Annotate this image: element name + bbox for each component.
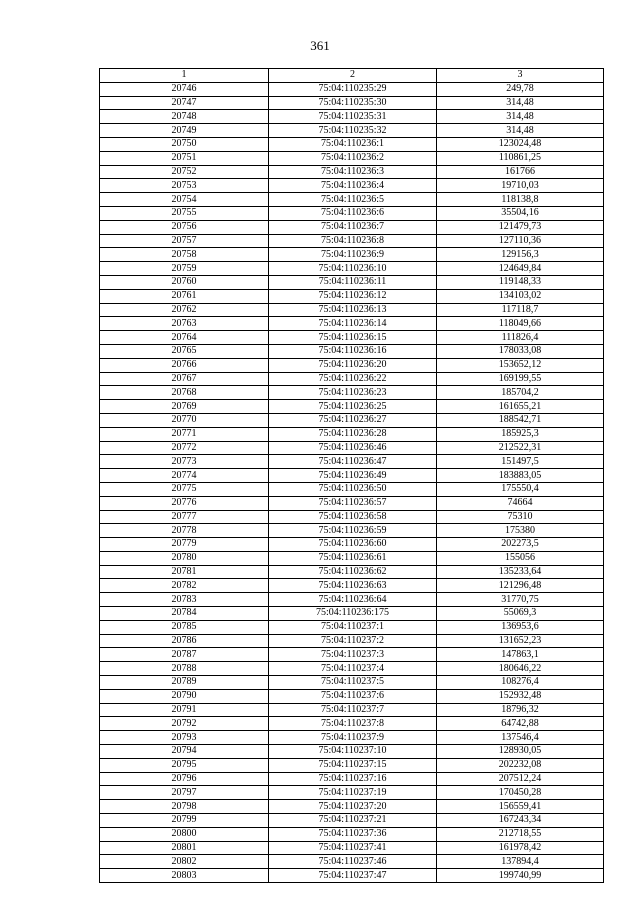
table-row bbox=[100, 220, 604, 234]
row-number-cell: 20775 bbox=[100, 482, 269, 496]
page-number: 361 bbox=[310, 38, 330, 53]
table-row bbox=[100, 620, 604, 634]
value-cell: 170450,28 bbox=[437, 786, 604, 800]
cadastral-number-cell: 75:04:110236:63 bbox=[269, 579, 437, 593]
row-number-cell: 20756 bbox=[100, 220, 269, 234]
row-number-cell: 20781 bbox=[100, 565, 269, 579]
column-header: 3 bbox=[437, 69, 604, 83]
row-number-cell: 20767 bbox=[100, 372, 269, 386]
value-cell: 131652,23 bbox=[437, 634, 604, 648]
table-row bbox=[100, 344, 604, 358]
table-row bbox=[100, 565, 604, 579]
row-number-cell: 20750 bbox=[100, 137, 269, 151]
table-row bbox=[100, 731, 604, 745]
value-cell: 55069,3 bbox=[437, 607, 604, 621]
table-row bbox=[100, 262, 604, 276]
row-number-cell: 20751 bbox=[100, 151, 269, 165]
row-number-cell: 20797 bbox=[100, 786, 269, 800]
value-cell: 202232,08 bbox=[437, 758, 604, 772]
row-number-cell: 20798 bbox=[100, 800, 269, 814]
data-table bbox=[99, 68, 604, 883]
table-row bbox=[100, 96, 604, 110]
table-row bbox=[100, 317, 604, 331]
row-number-cell: 20793 bbox=[100, 731, 269, 745]
value-cell: 207512,24 bbox=[437, 772, 604, 786]
table-row bbox=[100, 538, 604, 552]
cadastral-number-cell: 75:04:110237:3 bbox=[269, 648, 437, 662]
value-cell: 111826,4 bbox=[437, 331, 604, 345]
cadastral-number-cell: 75:04:110237:7 bbox=[269, 703, 437, 717]
value-cell: 135233,64 bbox=[437, 565, 604, 579]
value-cell: 124649,84 bbox=[437, 262, 604, 276]
cadastral-number-cell: 75:04:110236:5 bbox=[269, 193, 437, 207]
table-row bbox=[100, 524, 604, 538]
cadastral-number-cell: 75:04:110237:8 bbox=[269, 717, 437, 731]
row-number-cell: 20762 bbox=[100, 303, 269, 317]
value-cell: 129156,3 bbox=[437, 248, 604, 262]
cadastral-number-cell: 75:04:110237:46 bbox=[269, 855, 437, 869]
cadastral-number-cell: 75:04:110236:59 bbox=[269, 524, 437, 538]
value-cell: 175380 bbox=[437, 524, 604, 538]
row-number-cell: 20772 bbox=[100, 441, 269, 455]
value-cell: 74664 bbox=[437, 496, 604, 510]
row-number-cell: 20790 bbox=[100, 689, 269, 703]
row-number-cell: 20780 bbox=[100, 551, 269, 565]
row-number-cell: 20753 bbox=[100, 179, 269, 193]
row-number-cell: 20771 bbox=[100, 427, 269, 441]
table-row bbox=[100, 455, 604, 469]
value-cell: 153652,12 bbox=[437, 358, 604, 372]
column-header: 2 bbox=[269, 69, 437, 83]
row-number-cell: 20760 bbox=[100, 275, 269, 289]
value-cell: 134103,02 bbox=[437, 289, 604, 303]
cadastral-number-cell: 75:04:110237:41 bbox=[269, 841, 437, 855]
cadastral-number-cell: 75:04:110237:5 bbox=[269, 676, 437, 690]
table-row bbox=[100, 248, 604, 262]
table-row bbox=[100, 800, 604, 814]
row-number-cell: 20795 bbox=[100, 758, 269, 772]
value-cell: 155056 bbox=[437, 551, 604, 565]
table-row bbox=[100, 634, 604, 648]
value-cell: 118049,66 bbox=[437, 317, 604, 331]
cadastral-number-cell: 75:04:110237:16 bbox=[269, 772, 437, 786]
table-row bbox=[100, 289, 604, 303]
value-cell: 147863,1 bbox=[437, 648, 604, 662]
cadastral-number-cell: 75:04:110237:9 bbox=[269, 731, 437, 745]
value-cell: 152932,48 bbox=[437, 689, 604, 703]
row-number-cell: 20777 bbox=[100, 510, 269, 524]
cadastral-number-cell: 75:04:110236:3 bbox=[269, 165, 437, 179]
table-row bbox=[100, 110, 604, 124]
table-row bbox=[100, 193, 604, 207]
value-cell: 167243,34 bbox=[437, 814, 604, 828]
cadastral-number-cell: 75:04:110236:16 bbox=[269, 344, 437, 358]
row-number-cell: 20792 bbox=[100, 717, 269, 731]
value-cell: 314,48 bbox=[437, 110, 604, 124]
value-cell: 19710,03 bbox=[437, 179, 604, 193]
cadastral-number-cell: 75:04:110236:10 bbox=[269, 262, 437, 276]
cadastral-number-cell: 75:04:110236:58 bbox=[269, 510, 437, 524]
table-row bbox=[100, 841, 604, 855]
cadastral-number-cell: 75:04:110236:175 bbox=[269, 607, 437, 621]
cadastral-number-cell: 75:04:110236:23 bbox=[269, 386, 437, 400]
value-cell: 156559,41 bbox=[437, 800, 604, 814]
value-cell: 185704,2 bbox=[437, 386, 604, 400]
table-row bbox=[100, 648, 604, 662]
cadastral-number-cell: 75:04:110236:2 bbox=[269, 151, 437, 165]
table-row bbox=[100, 772, 604, 786]
value-cell: 18796,32 bbox=[437, 703, 604, 717]
value-cell: 169199,55 bbox=[437, 372, 604, 386]
table-row bbox=[100, 676, 604, 690]
cadastral-number-cell: 75:04:110236:20 bbox=[269, 358, 437, 372]
table-row bbox=[100, 496, 604, 510]
row-number-cell: 20755 bbox=[100, 206, 269, 220]
value-cell: 314,48 bbox=[437, 124, 604, 138]
value-cell: 128930,05 bbox=[437, 745, 604, 759]
value-cell: 127110,36 bbox=[437, 234, 604, 248]
row-number-cell: 20747 bbox=[100, 96, 269, 110]
row-number-cell: 20799 bbox=[100, 814, 269, 828]
table-row bbox=[100, 386, 604, 400]
row-number-cell: 20785 bbox=[100, 620, 269, 634]
row-number-cell: 20752 bbox=[100, 165, 269, 179]
table-row bbox=[100, 662, 604, 676]
row-number-cell: 20770 bbox=[100, 413, 269, 427]
cadastral-number-cell: 75:04:110236:61 bbox=[269, 551, 437, 565]
cadastral-number-cell: 75:04:110235:30 bbox=[269, 96, 437, 110]
table-row bbox=[100, 827, 604, 841]
row-number-cell: 20749 bbox=[100, 124, 269, 138]
value-cell: 199740,99 bbox=[437, 869, 604, 883]
value-cell: 180646,22 bbox=[437, 662, 604, 676]
cadastral-number-cell: 75:04:110237:4 bbox=[269, 662, 437, 676]
cadastral-number-cell: 75:04:110237:36 bbox=[269, 827, 437, 841]
value-cell: 117118,7 bbox=[437, 303, 604, 317]
row-number-cell: 20783 bbox=[100, 593, 269, 607]
cadastral-number-cell: 75:04:110235:31 bbox=[269, 110, 437, 124]
value-cell: 202273,5 bbox=[437, 538, 604, 552]
table-row bbox=[100, 482, 604, 496]
table-row bbox=[100, 786, 604, 800]
row-number-cell: 20757 bbox=[100, 234, 269, 248]
value-cell: 108276,4 bbox=[437, 676, 604, 690]
row-number-cell: 20758 bbox=[100, 248, 269, 262]
value-cell: 137894,4 bbox=[437, 855, 604, 869]
table-row bbox=[100, 124, 604, 138]
cadastral-number-cell: 75:04:110237:10 bbox=[269, 745, 437, 759]
cadastral-number-cell: 75:04:110236:57 bbox=[269, 496, 437, 510]
row-number-cell: 20791 bbox=[100, 703, 269, 717]
table-row bbox=[100, 469, 604, 483]
cadastral-number-cell: 75:04:110237:47 bbox=[269, 869, 437, 883]
value-cell: 185925,3 bbox=[437, 427, 604, 441]
row-number-cell: 20794 bbox=[100, 745, 269, 759]
table-row bbox=[100, 745, 604, 759]
value-cell: 64742,88 bbox=[437, 717, 604, 731]
row-number-cell: 20759 bbox=[100, 262, 269, 276]
row-number-cell: 20782 bbox=[100, 579, 269, 593]
row-number-cell: 20803 bbox=[100, 869, 269, 883]
cadastral-number-cell: 75:04:110237:1 bbox=[269, 620, 437, 634]
table-row bbox=[100, 179, 604, 193]
value-cell: 121296,48 bbox=[437, 579, 604, 593]
table-row bbox=[100, 579, 604, 593]
cadastral-number-cell: 75:04:110236:49 bbox=[269, 469, 437, 483]
cadastral-number-cell: 75:04:110237:21 bbox=[269, 814, 437, 828]
cadastral-number-cell: 75:04:110237:19 bbox=[269, 786, 437, 800]
table-row bbox=[100, 234, 604, 248]
cadastral-number-cell: 75:04:110236:9 bbox=[269, 248, 437, 262]
row-number-cell: 20764 bbox=[100, 331, 269, 345]
cadastral-number-cell: 75:04:110236:1 bbox=[269, 137, 437, 151]
table-row bbox=[100, 593, 604, 607]
row-number-cell: 20787 bbox=[100, 648, 269, 662]
cadastral-number-cell: 75:04:110236:15 bbox=[269, 331, 437, 345]
cadastral-number-cell: 75:04:110237:2 bbox=[269, 634, 437, 648]
table-row bbox=[100, 372, 604, 386]
row-number-cell: 20786 bbox=[100, 634, 269, 648]
cadastral-number-cell: 75:04:110236:64 bbox=[269, 593, 437, 607]
row-number-cell: 20763 bbox=[100, 317, 269, 331]
cadastral-number-cell: 75:04:110237:15 bbox=[269, 758, 437, 772]
table-row bbox=[100, 358, 604, 372]
row-number-cell: 20779 bbox=[100, 538, 269, 552]
row-number-cell: 20773 bbox=[100, 455, 269, 469]
value-cell: 161655,21 bbox=[437, 400, 604, 414]
value-cell: 35504,16 bbox=[437, 206, 604, 220]
cadastral-number-cell: 75:04:110236:46 bbox=[269, 441, 437, 455]
table-row bbox=[100, 165, 604, 179]
value-cell: 75310 bbox=[437, 510, 604, 524]
column-header: 1 bbox=[100, 69, 269, 83]
cadastral-number-cell: 75:04:110236:6 bbox=[269, 206, 437, 220]
table-row bbox=[100, 151, 604, 165]
cadastral-number-cell: 75:04:110236:8 bbox=[269, 234, 437, 248]
table-row bbox=[100, 689, 604, 703]
value-cell: 151497,5 bbox=[437, 455, 604, 469]
row-number-cell: 20769 bbox=[100, 400, 269, 414]
cadastral-number-cell: 75:04:110235:32 bbox=[269, 124, 437, 138]
value-cell: 137546,4 bbox=[437, 731, 604, 745]
table-row bbox=[100, 814, 604, 828]
row-number-cell: 20754 bbox=[100, 193, 269, 207]
table-row bbox=[100, 510, 604, 524]
row-number-cell: 20784 bbox=[100, 607, 269, 621]
table-row bbox=[100, 869, 604, 883]
cadastral-number-cell: 75:04:110236:47 bbox=[269, 455, 437, 469]
value-cell: 212718,55 bbox=[437, 827, 604, 841]
value-cell: 161978,42 bbox=[437, 841, 604, 855]
table-row bbox=[100, 855, 604, 869]
row-number-cell: 20778 bbox=[100, 524, 269, 538]
cadastral-number-cell: 75:04:110236:27 bbox=[269, 413, 437, 427]
table-row bbox=[100, 206, 604, 220]
value-cell: 110861,25 bbox=[437, 151, 604, 165]
cadastral-number-cell: 75:04:110236:7 bbox=[269, 220, 437, 234]
table-row bbox=[100, 303, 604, 317]
value-cell: 188542,71 bbox=[437, 413, 604, 427]
table-row bbox=[100, 82, 604, 96]
table-row bbox=[100, 427, 604, 441]
table-row bbox=[100, 703, 604, 717]
table-row bbox=[100, 137, 604, 151]
cadastral-number-cell: 75:04:110236:22 bbox=[269, 372, 437, 386]
value-cell: 118138,8 bbox=[437, 193, 604, 207]
cadastral-number-cell: 75:04:110236:50 bbox=[269, 482, 437, 496]
value-cell: 249,78 bbox=[437, 82, 604, 96]
cadastral-number-cell: 75:04:110237:20 bbox=[269, 800, 437, 814]
table-header-row bbox=[100, 69, 604, 83]
table-row bbox=[100, 607, 604, 621]
row-number-cell: 20765 bbox=[100, 344, 269, 358]
value-cell: 212522,31 bbox=[437, 441, 604, 455]
row-number-cell: 20766 bbox=[100, 358, 269, 372]
cadastral-number-cell: 75:04:110236:12 bbox=[269, 289, 437, 303]
table-row bbox=[100, 441, 604, 455]
row-number-cell: 20802 bbox=[100, 855, 269, 869]
row-number-cell: 20774 bbox=[100, 469, 269, 483]
value-cell: 175550,4 bbox=[437, 482, 604, 496]
row-number-cell: 20796 bbox=[100, 772, 269, 786]
cadastral-number-cell: 75:04:110237:6 bbox=[269, 689, 437, 703]
value-cell: 31770,75 bbox=[437, 593, 604, 607]
cadastral-number-cell: 75:04:110236:25 bbox=[269, 400, 437, 414]
value-cell: 183883,05 bbox=[437, 469, 604, 483]
value-cell: 161766 bbox=[437, 165, 604, 179]
row-number-cell: 20789 bbox=[100, 676, 269, 690]
value-cell: 121479,73 bbox=[437, 220, 604, 234]
row-number-cell: 20768 bbox=[100, 386, 269, 400]
cadastral-number-cell: 75:04:110236:28 bbox=[269, 427, 437, 441]
table-row bbox=[100, 413, 604, 427]
row-number-cell: 20761 bbox=[100, 289, 269, 303]
table-row bbox=[100, 331, 604, 345]
cadastral-number-cell: 75:04:110236:11 bbox=[269, 275, 437, 289]
value-cell: 123024,48 bbox=[437, 137, 604, 151]
row-number-cell: 20801 bbox=[100, 841, 269, 855]
value-cell: 178033,08 bbox=[437, 344, 604, 358]
cadastral-number-cell: 75:04:110236:4 bbox=[269, 179, 437, 193]
cadastral-number-cell: 75:04:110236:14 bbox=[269, 317, 437, 331]
row-number-cell: 20776 bbox=[100, 496, 269, 510]
value-cell: 136953,6 bbox=[437, 620, 604, 634]
value-cell: 314,48 bbox=[437, 96, 604, 110]
table-row bbox=[100, 758, 604, 772]
table-row bbox=[100, 551, 604, 565]
table-row bbox=[100, 717, 604, 731]
row-number-cell: 20746 bbox=[100, 82, 269, 96]
table-row bbox=[100, 275, 604, 289]
cadastral-number-cell: 75:04:110235:29 bbox=[269, 82, 437, 96]
value-cell: 119148,33 bbox=[437, 275, 604, 289]
cadastral-number-cell: 75:04:110236:60 bbox=[269, 538, 437, 552]
row-number-cell: 20788 bbox=[100, 662, 269, 676]
row-number-cell: 20800 bbox=[100, 827, 269, 841]
row-number-cell: 20748 bbox=[100, 110, 269, 124]
cadastral-number-cell: 75:04:110236:13 bbox=[269, 303, 437, 317]
cadastral-number-cell: 75:04:110236:62 bbox=[269, 565, 437, 579]
table-body bbox=[100, 82, 604, 882]
table-row bbox=[100, 400, 604, 414]
